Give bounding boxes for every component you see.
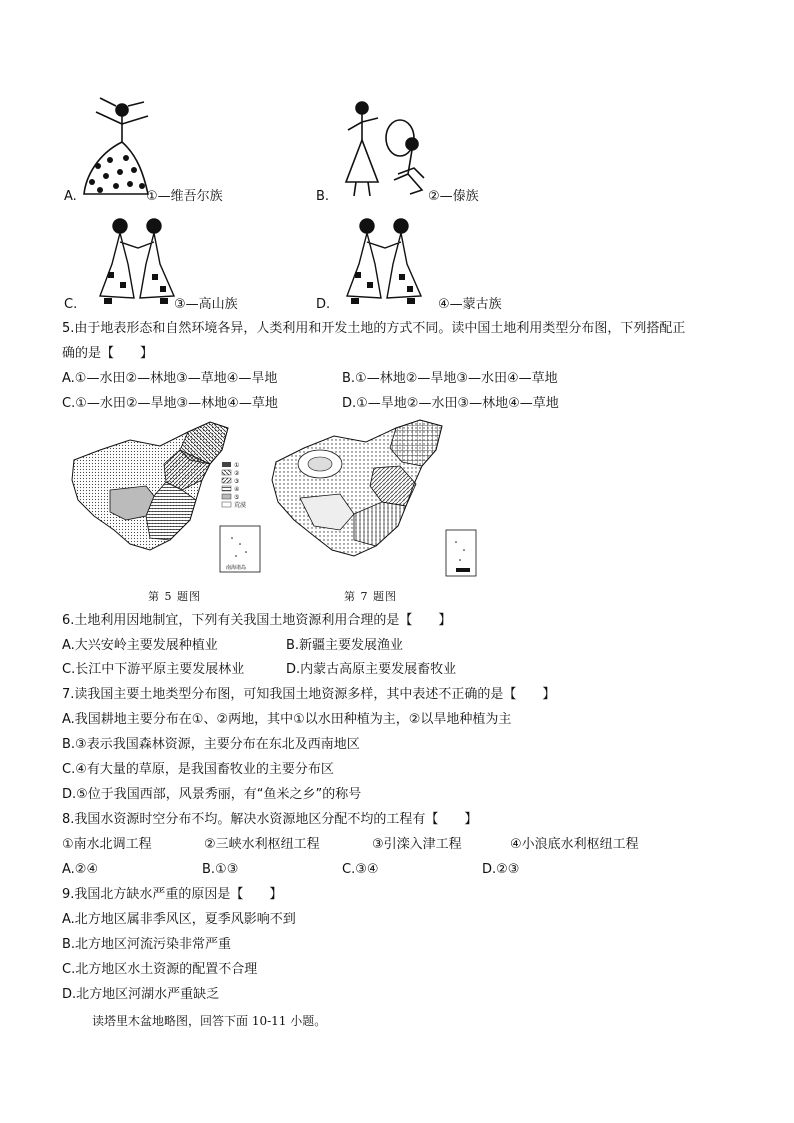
q4-option-c-text: ③—高山族	[174, 297, 238, 312]
map-caption-q7: 第 7 题图	[344, 590, 397, 603]
q6-option-d: D.内蒙古高原主要发展畜牧业	[286, 662, 457, 677]
q4-option-d-letter: D.	[316, 297, 331, 312]
q8-option-b: B.①③	[202, 862, 239, 877]
map-caption-q5: 第 5 题图	[148, 590, 201, 603]
legend-label-2: ②	[234, 470, 240, 477]
q7-option-b: B.③表示我国森林资源，主要分布在东北及西南地区	[62, 737, 360, 752]
legend-label-5: ⑤	[234, 494, 240, 501]
q6-stem: 6.土地利用因地制宜，下列有关我国土地资源利用合理的是【 】	[62, 613, 452, 628]
legend-label-6: 荒漠	[234, 502, 247, 509]
q9-option-d: D.北方地区河湖水严重缺乏	[62, 987, 220, 1002]
q9-option-b: B.北方地区河流污染非常严重	[62, 937, 232, 952]
q8-item-1: ①南水北调工程	[62, 837, 152, 852]
q6-option-c: C.长江中下游平原主要发展林业	[62, 662, 245, 677]
dancer-figure-b	[338, 98, 434, 198]
dancer-figure-a	[78, 96, 154, 200]
q7-option-d: D.⑤位于我国西部，风景秀丽，有“鱼米之乡”的称号	[62, 787, 362, 802]
q4-option-d-text: ④—蒙古族	[438, 297, 502, 312]
legend-label-3: ③	[234, 478, 240, 485]
q4-option-a-letter: A.	[64, 189, 77, 204]
q8-stem: 8.我国水资源时空分布不均。解决水资源地区分配不均的工程有【 】	[62, 812, 478, 827]
q6-option-b: B.新疆主要发展渔业	[286, 638, 404, 653]
dancer-figure-d	[338, 214, 430, 306]
q7-stem: 7.读我国主要土地类型分布图，可知我国土地资源多样，其中表述不正确的是【 】	[62, 687, 556, 702]
inset-label: 南海诸岛	[226, 565, 247, 571]
q5-option-c: C.①—水田②—旱地③—林地④—草地	[62, 396, 278, 411]
q7-option-c: C.④有大量的草原，是我国畜牧业的主要分布区	[62, 762, 334, 777]
q8-item-2: ②三峡水利枢纽工程	[204, 837, 320, 852]
q9-option-c: C.北方地区水土资源的配置不合理	[62, 962, 258, 977]
legend-label-1: ①	[234, 462, 240, 469]
q8-option-d: D.②③	[482, 862, 520, 877]
q8-option-a: A.②④	[62, 862, 99, 877]
q4-option-c-letter: C.	[64, 297, 78, 312]
q4-option-a-text: ①—维吾尔族	[146, 189, 223, 204]
q5-option-d: D.①—旱地②—水田③—林地④—草地	[342, 396, 559, 411]
dancer-figure-c	[94, 214, 180, 306]
q10-11-intro: 读塔里木盆地略图，回答下面 10-11 小题。	[92, 1014, 327, 1028]
q8-option-c: C.③④	[342, 862, 379, 877]
q5-option-b: B.①—林地②—旱地③—水田④—草地	[342, 371, 558, 386]
q9-option-a: A.北方地区属非季风区，夏季风影响不到	[62, 912, 296, 927]
q9-stem: 9.我国北方缺水严重的原因是【 】	[62, 887, 283, 902]
q8-item-3: ③引滦入津工程	[372, 837, 462, 852]
q8-item-4: ④小浪底水利枢纽工程	[510, 837, 639, 852]
q4-option-b-text: ②—傣族	[428, 189, 479, 204]
q6-option-a: A.大兴安岭主要发展种植业	[62, 638, 218, 653]
q7-option-a: A.我国耕地主要分布在①、②两地，其中①以水田种植为主，②以旱地种植为主	[62, 712, 512, 727]
q5-option-a: A.①—水田②—林地③—草地④—旱地	[62, 371, 278, 386]
q5-stem-line1: 5.由于地表形态和自然环境各异，人类利用和开发土地的方式不同。读中国土地利用类型分布图，下列搭配正	[62, 321, 686, 336]
q5-stem-line2: 确的是【 】	[62, 346, 154, 361]
q4-option-b-letter: B.	[316, 189, 330, 204]
land-type-map-q7	[270, 418, 480, 580]
land-use-map-q5	[70, 420, 270, 580]
legend-label-4: ④	[234, 486, 240, 493]
